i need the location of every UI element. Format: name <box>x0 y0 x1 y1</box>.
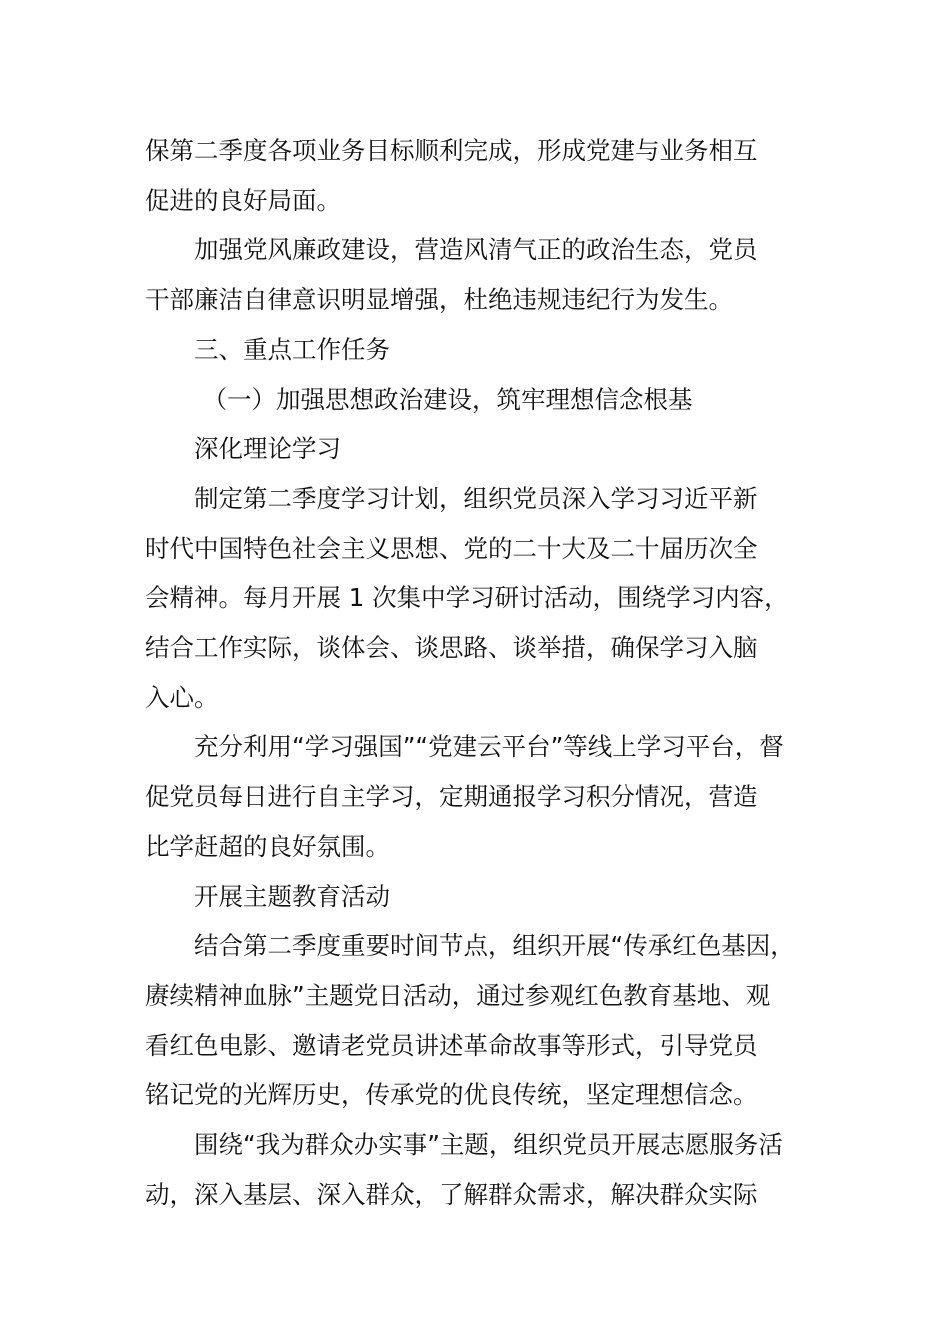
item-heading-theme-education <box>145 872 835 922</box>
text-line: （一）加强思想政治建设，筑牢理想信念根基 <box>202 384 693 414</box>
text-line: 时代中国特色社会主义思想、党的二十大及二十届历次全 <box>145 533 758 563</box>
document-body <box>145 126 835 1219</box>
paragraph-red-gene-activity <box>145 921 835 1120</box>
text-line: 结合工作实际，谈体会、谈思路、谈举措，确保学习入脑 <box>145 633 758 663</box>
text-line: 保第二季度各项业务目标顺利完成，形成党建与业务相互 <box>145 136 758 165</box>
paragraph-goal-completion <box>145 126 835 225</box>
text-line: 入心。 <box>145 682 219 712</box>
text-line: 比学赶超的良好氛围。 <box>145 831 390 861</box>
text-line: 看红色电影、邀请老党员讲述革命故事等形式，引导党员 <box>145 1030 758 1060</box>
text-line: 围绕“我为群众办实事”主题，组织党员开展志愿服务活 <box>194 1130 783 1160</box>
text-line: 会精神。每月开展 1 次集中学习研讨活动，围绕学习内容， <box>145 583 789 613</box>
text-line: 充分利用“学习强国”“党建云平台”等线上学习平台，督 <box>194 732 784 762</box>
text-line: 深化理论学习 <box>194 434 341 464</box>
subsection-heading <box>145 375 835 425</box>
text-line: 制定第二季度学习计划，组织党员深入学习习近平新 <box>194 483 758 513</box>
text-line: 动，深入基层、深入群众，了解群众需求，解决群众实际 <box>145 1179 758 1209</box>
section-heading <box>145 325 835 375</box>
text-line: 加强党风廉政建设，营造风清气正的政治生态，党员 <box>194 235 758 265</box>
paragraph-volunteer-service <box>145 1120 835 1219</box>
text-line: 赓续精神血脉”主题党日活动，通过参观红色教育基地、观 <box>145 980 771 1010</box>
text-line: 结合第二季度重要时间节点，组织开展“传承红色基因， <box>194 931 795 961</box>
item-heading-theory-study <box>145 424 835 474</box>
paragraph-online-platforms <box>145 722 835 871</box>
paragraph-study-plan <box>145 474 835 723</box>
text-line: 促党员每日进行自主学习，定期通报学习积分情况，营造 <box>145 782 758 812</box>
text-line: 三、重点工作任务 <box>194 334 390 364</box>
text-line: 促进的良好局面。 <box>145 185 341 215</box>
text-line: 铭记党的光辉历史，传承党的优良传统，坚定理想信念。 <box>145 1080 758 1110</box>
text-line: 干部廉洁自律意识明显增强，杜绝违规违纪行为发生。 <box>145 285 733 315</box>
text-line: 开展主题教育活动 <box>194 881 390 911</box>
paragraph-integrity <box>145 225 835 324</box>
